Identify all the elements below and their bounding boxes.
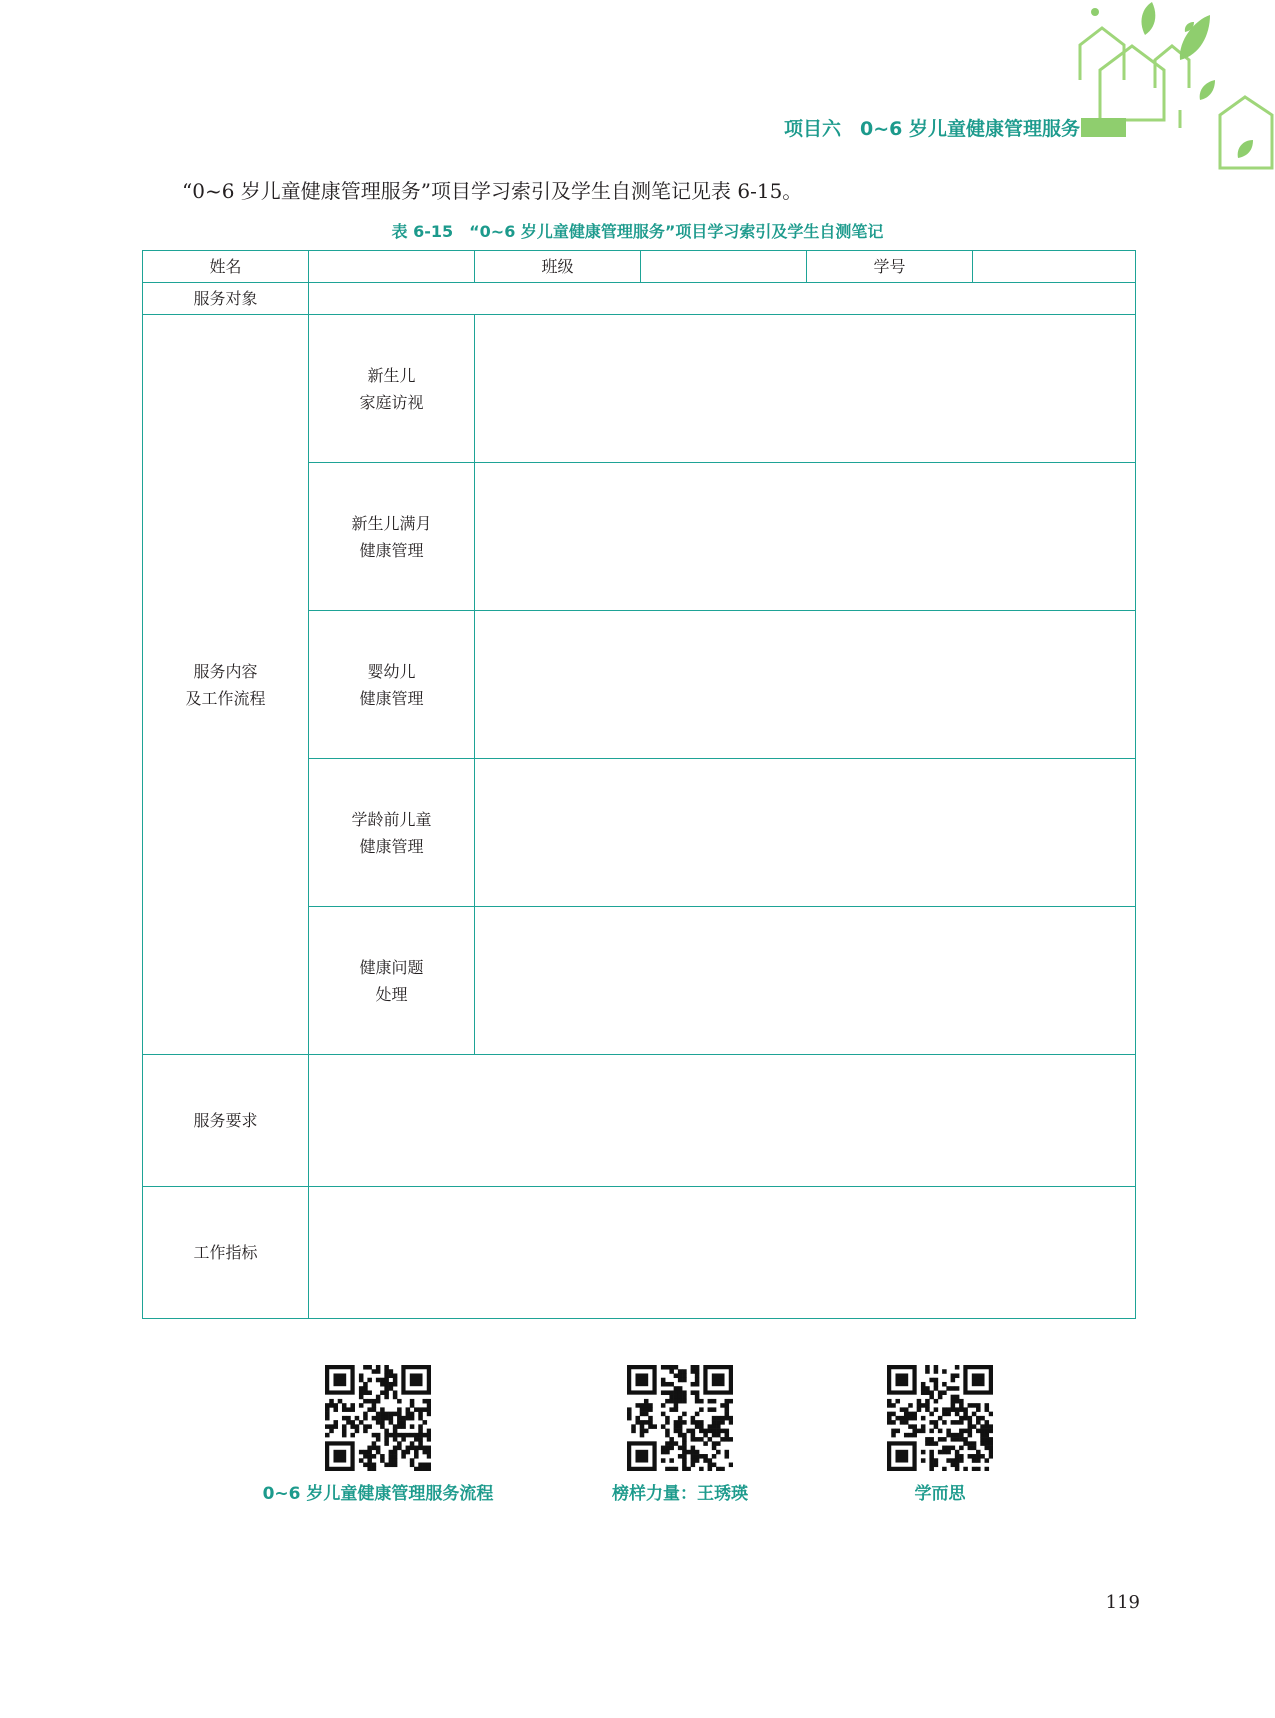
sub-item-label-line: 健康管理: [359, 688, 424, 708]
sub-item-label-line: 家庭访视: [359, 392, 424, 412]
sub-item-label-line: 健康管理: [359, 836, 424, 856]
sub-item-label-line: 健康问题: [359, 957, 424, 977]
qr-label[interactable]: 榜样力量：王琇瑛: [612, 1484, 748, 1504]
sub-item-label: [309, 463, 475, 611]
qr-label[interactable]: 学而思: [914, 1484, 966, 1504]
sub-item-label: [309, 907, 475, 1055]
sub-item-notes-cell[interactable]: [475, 463, 1136, 611]
student-id-value-cell[interactable]: [973, 251, 1136, 283]
intro-paragraph: “0~6 岁儿童健康管理服务”项目学习索引及学生自测笔记见表 6-15。: [182, 179, 803, 203]
service-content-label: [143, 315, 309, 1055]
student-id-label: 学号: [807, 251, 973, 283]
qr-code-icon[interactable]: [627, 1365, 733, 1471]
sub-item-label: [309, 611, 475, 759]
page-number: 119: [1105, 1592, 1140, 1613]
qr-block-role-model[interactable]: [540, 1365, 820, 1504]
sub-item-notes-cell[interactable]: [475, 907, 1136, 1055]
sub-item-notes-cell[interactable]: [475, 759, 1136, 907]
sub-item-label-line: 婴幼儿: [367, 661, 416, 681]
service-content-label-line: 服务内容: [193, 661, 258, 681]
service-content-label-line: 及工作流程: [185, 688, 266, 708]
service-requirements-label: 服务要求: [143, 1055, 309, 1187]
sub-item-label-line: 新生儿满月: [351, 513, 432, 533]
sub-item-notes-cell[interactable]: [475, 611, 1136, 759]
header-accent-bar: [1081, 118, 1126, 137]
study-notes-table: [142, 250, 1136, 1319]
sub-item-notes-cell[interactable]: [475, 315, 1136, 463]
qr-code-icon[interactable]: [887, 1365, 993, 1471]
house-leaves-decoration-icon: [1060, 0, 1275, 180]
service-requirements-value-cell[interactable]: [309, 1055, 1136, 1187]
qr-block-learn-think[interactable]: [800, 1365, 1080, 1504]
class-value-cell[interactable]: [641, 251, 807, 283]
sub-item-label: [309, 759, 475, 907]
sub-item-label-line: 处理: [375, 984, 408, 1004]
name-label: 姓名: [143, 251, 309, 283]
qr-code-icon[interactable]: [325, 1365, 431, 1471]
qr-label[interactable]: 0~6 岁儿童健康管理服务流程: [262, 1484, 494, 1504]
service-target-label: 服务对象: [143, 283, 309, 315]
service-target-value-cell[interactable]: [309, 283, 1136, 315]
class-label: 班级: [475, 251, 641, 283]
sub-item-label-line: 健康管理: [359, 540, 424, 560]
running-header-title: 项目六 0~6 岁儿童健康管理服务: [784, 118, 1080, 140]
sub-item-label-line: 学龄前儿童: [351, 809, 432, 829]
table-caption: 表 6-15 “0~6 岁儿童健康管理服务”项目学习索引及学生自测笔记: [391, 222, 884, 241]
qr-block-service-flow[interactable]: [238, 1365, 518, 1504]
name-value-cell[interactable]: [309, 251, 475, 283]
sub-item-label-line: 新生儿: [367, 365, 416, 385]
work-indicators-value-cell[interactable]: [309, 1187, 1136, 1319]
work-indicators-label: 工作指标: [143, 1187, 309, 1319]
sub-item-label: [309, 315, 475, 463]
